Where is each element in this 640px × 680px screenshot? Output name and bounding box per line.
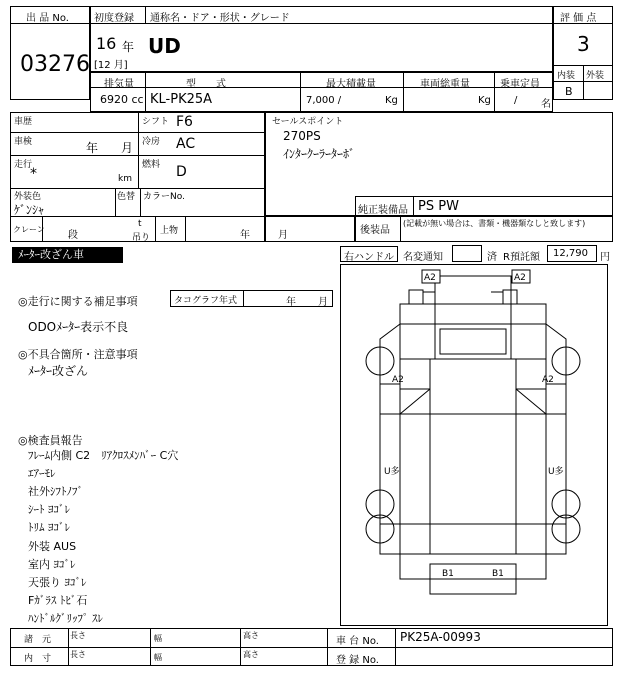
fuel-label: 燃料 bbox=[142, 160, 161, 170]
width-label: 幅 bbox=[154, 634, 162, 643]
shift-value: F6 bbox=[176, 114, 193, 130]
recycle-label: R預託額 bbox=[503, 252, 540, 263]
score-value: 3 bbox=[577, 32, 590, 56]
defects-note: ﾒｰﾀｰ改ざん bbox=[28, 364, 89, 378]
crane-stage-unit: 段 bbox=[68, 230, 78, 241]
report-line: 外装 AUS bbox=[28, 540, 77, 553]
model-name-label: 通称名・ドア・形状・グレード bbox=[150, 13, 290, 24]
inspection-month-unit: 月 bbox=[121, 141, 134, 155]
report-line: 室内 ﾖｺﾞﾚ bbox=[28, 558, 76, 571]
exterior-grade-label: 外装 bbox=[586, 71, 605, 81]
lot-number: 03276 bbox=[20, 52, 90, 77]
crane-ton-unit-top: t bbox=[138, 219, 142, 229]
chassis-number-value: PK25A-00993 bbox=[400, 630, 481, 644]
left-mirror-shape bbox=[409, 290, 423, 304]
model-name: UD bbox=[148, 34, 181, 58]
first-registration-label: 初度登録 bbox=[94, 13, 134, 24]
sales-point-line-1: 270PS bbox=[283, 129, 321, 143]
exterior-color-value: ｹﾞﾝｼｬ bbox=[14, 203, 45, 217]
displacement-label: 排気量 bbox=[104, 79, 134, 90]
recycle-unit: 円 bbox=[600, 252, 610, 263]
inspector-report-heading: ◎検査員報告 bbox=[18, 434, 83, 447]
aftermarket-label: 後装品 bbox=[360, 225, 390, 236]
model-code-value: KL-PK25A bbox=[150, 92, 213, 107]
specs-label: 諸 元 bbox=[24, 635, 52, 645]
capacity-value: / bbox=[514, 95, 518, 106]
height-label: 高さ bbox=[243, 631, 259, 640]
driving-notes-heading: ◎走行に関する補足事項 bbox=[18, 295, 138, 308]
mark-rear-left: B1 bbox=[442, 569, 454, 579]
report-line: ﾌﾚｰﾑ内側 C2 ﾘｱｸﾛｽﾒﾝﾊﾞｰ C穴 bbox=[28, 449, 179, 462]
recycle-amount: 12,790 bbox=[553, 248, 588, 259]
score-label: 評 価 点 bbox=[560, 13, 597, 24]
gross-weight-unit: Kg bbox=[478, 95, 491, 106]
steering-value: 右ハンドル bbox=[344, 252, 394, 263]
mileage-unit: km bbox=[118, 174, 132, 184]
name-change-label: 名変通知 bbox=[403, 252, 443, 263]
report-line: ｼｰﾄ ﾖｺﾞﾚ bbox=[28, 503, 70, 516]
mileage-label: 走行 bbox=[14, 160, 33, 170]
history-label: 車歴 bbox=[14, 117, 33, 127]
capacity-unit: 名 bbox=[541, 99, 551, 110]
cab-front-shape bbox=[435, 276, 511, 304]
equipment-label: 純正装備品 bbox=[358, 205, 408, 216]
mark-left-side: A2 bbox=[392, 375, 404, 385]
max-load-value: 7,000 / bbox=[306, 95, 342, 106]
chassis-number-label: 車 台 No. bbox=[336, 636, 379, 647]
report-line: 天張り ﾖｺﾞﾚ bbox=[28, 576, 87, 589]
recycle-mark: 済 bbox=[487, 252, 497, 263]
mark-left-body: U多 bbox=[384, 467, 400, 477]
max-load-unit: Kg bbox=[385, 95, 398, 106]
sales-point-line-2: ｲﾝﾀｰｸｰﾗｰﾀｰﾎﾞ bbox=[283, 147, 356, 161]
crane-ton-unit-bottom: 吊り bbox=[132, 233, 151, 243]
interior-dim-label: 内 寸 bbox=[24, 654, 52, 664]
lot-number-label: 出 品 No. bbox=[26, 13, 69, 24]
sales-point-label: セールスポイント bbox=[272, 117, 344, 127]
max-load-label: 最大積載量 bbox=[326, 79, 376, 90]
fuel-value: D bbox=[176, 164, 187, 180]
mileage-value: * bbox=[30, 166, 37, 182]
gross-weight-label: 車両総重量 bbox=[420, 79, 470, 90]
model-code-label: 型 式 bbox=[186, 79, 226, 90]
driving-note: ODOﾒｰﾀｰ表示不良 bbox=[28, 320, 129, 334]
upper-year-unit: 年 bbox=[240, 230, 250, 241]
mark-rear-right: B1 bbox=[492, 569, 504, 579]
name-change-box bbox=[452, 245, 482, 262]
interior-grade-value: B bbox=[565, 85, 573, 98]
odometer-tampered-banner: ﾒｰﾀｰ改ざん車 bbox=[12, 247, 123, 263]
tachograph-year-unit: 年 bbox=[286, 297, 296, 308]
report-line: ﾄﾘﾑ ﾖｺﾞﾚ bbox=[28, 521, 70, 534]
defects-heading: ◎不具合箇所・注意事項 bbox=[18, 348, 138, 361]
color-change-label: 色替 bbox=[117, 192, 136, 202]
shift-label: シフト bbox=[142, 117, 170, 127]
report-line: ﾊﾝﾄﾞﾙｸﾞﾘｯﾌﾟ ｽﾚ bbox=[28, 612, 103, 625]
mark-right-side: A2 bbox=[542, 375, 554, 385]
width-label-2: 幅 bbox=[154, 653, 162, 662]
first-registration-year: 16 bbox=[96, 34, 117, 53]
height-label-2: 高さ bbox=[243, 650, 259, 659]
first-registration-month: [12 月] bbox=[94, 60, 128, 71]
right-mirror-shape bbox=[503, 290, 517, 304]
upper-body-label: 上物 bbox=[160, 226, 179, 236]
ac-label: 冷房 bbox=[142, 137, 161, 147]
crane-label: クレーン bbox=[13, 225, 45, 234]
exterior-color-label: 外装色 bbox=[14, 192, 42, 202]
report-line: 社外ｼﾌﾄﾉﾌﾞ bbox=[28, 485, 83, 498]
color-number-label: カラーNo. bbox=[143, 192, 185, 202]
interior-grade-label: 内装 bbox=[557, 71, 576, 81]
truck-diagram bbox=[340, 264, 608, 626]
inspection-year-unit: 年 bbox=[86, 141, 99, 155]
equipment-value: PS PW bbox=[418, 199, 459, 214]
report-line: ｴｱｰﾓﾚ bbox=[28, 467, 56, 480]
registration-number-label: 登 録 No. bbox=[336, 655, 379, 666]
upper-month-unit: 月 bbox=[278, 230, 288, 241]
displacement-value: 6920 cc bbox=[100, 93, 144, 106]
aftermarket-note: (記載が無い場合は、書類・機器類なしと致します) bbox=[403, 219, 586, 228]
year-unit: 年 bbox=[122, 40, 135, 54]
inspection-label: 車検 bbox=[14, 137, 33, 147]
report-line: Fｶﾞﾗｽ ﾄﾋﾞ石 bbox=[28, 594, 88, 607]
mark-front-left: A2 bbox=[424, 273, 436, 283]
tachograph-label: タコグラフ年式 bbox=[174, 296, 238, 306]
cab-roof-shape bbox=[400, 304, 546, 324]
mark-front-right: A2 bbox=[514, 273, 526, 283]
ac-value: AC bbox=[176, 136, 196, 152]
length-label-2: 長さ bbox=[70, 650, 86, 659]
mark-right-body: U多 bbox=[548, 467, 564, 477]
capacity-label: 乗車定員 bbox=[500, 79, 540, 90]
length-label: 長さ bbox=[70, 631, 86, 640]
tachograph-month-unit: 月 bbox=[318, 297, 328, 308]
